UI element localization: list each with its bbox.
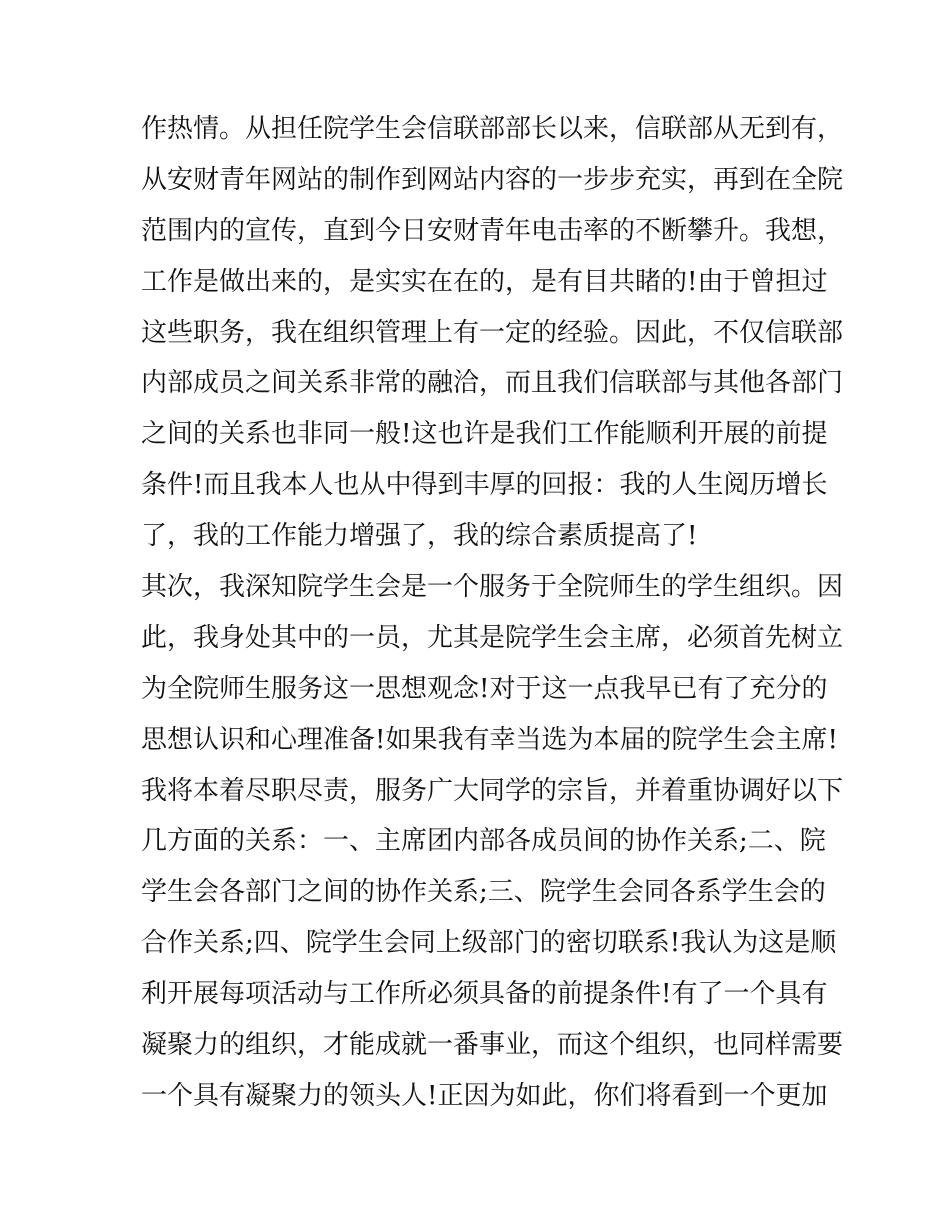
text-line: 思想认识和心理准备!如果我有幸当选为本届的院学生会主席! bbox=[141, 724, 838, 755]
text-line: 工作是做出来的，是实实在在的，是有目共睹的!由于曾担过 bbox=[141, 266, 828, 297]
text-line: 这些职务，我在组织管理上有一定的经验。因此，不仅信联部 bbox=[141, 317, 844, 348]
body-text bbox=[141, 104, 844, 1122]
text-line: 学生会各部门之间的协作关系;三、院学生会同各系学生会的 bbox=[141, 877, 826, 908]
text-line: 其次，我深知院学生会是一个服务于全院师生的学生组织。因 bbox=[141, 572, 844, 603]
text-line: 几方面的关系：一、主席团内部各成员间的协作关系;二、院 bbox=[141, 826, 826, 857]
text-line: 之间的关系也非同一般!这也许是我们工作能顺利开展的前提 bbox=[141, 419, 828, 450]
text-line: 了，我的工作能力增强了，我的综合素质提高了! bbox=[141, 521, 698, 552]
text-line: 此，我身处其中的一员，尤其是院学生会主席，必须首先树立 bbox=[141, 622, 844, 653]
text-line: 凝聚力的组织，才能成就一番事业，而这个组织，也同样需要 bbox=[141, 1030, 844, 1061]
text-line: 从安财青年网站的制作到网站内容的一步步充实，再到在全院 bbox=[141, 164, 844, 195]
text-line: 内部成员之间关系非常的融洽，而且我们信联部与其他各部门 bbox=[141, 368, 844, 399]
text-line: 范围内的宣传，直到今日安财青年电击率的不断攀升。我想， bbox=[141, 215, 844, 246]
text-line: 一个具有凝聚力的领头人!正因为如此，你们将看到一个更加 bbox=[141, 1080, 828, 1111]
text-line: 利开展每项活动与工作所必须具备的前提条件!有了一个具有 bbox=[141, 979, 828, 1010]
text-line: 为全院师生服务这一思想观念!对于这一点我早已有了充分的 bbox=[141, 673, 828, 704]
text-line: 合作关系;四、院学生会同上级部门的密切联系!我认为这是顺 bbox=[141, 928, 837, 959]
text-line: 我将本着尽职尽责，服务广大同学的宗旨，并着重协调好以下 bbox=[141, 775, 844, 806]
text-line: 作热情。从担任院学生会信联部部长以来，信联部从无到有， bbox=[141, 114, 844, 144]
text-line: 条件!而且我本人也从中得到丰厚的回报：我的人生阅历增长 bbox=[141, 470, 828, 501]
